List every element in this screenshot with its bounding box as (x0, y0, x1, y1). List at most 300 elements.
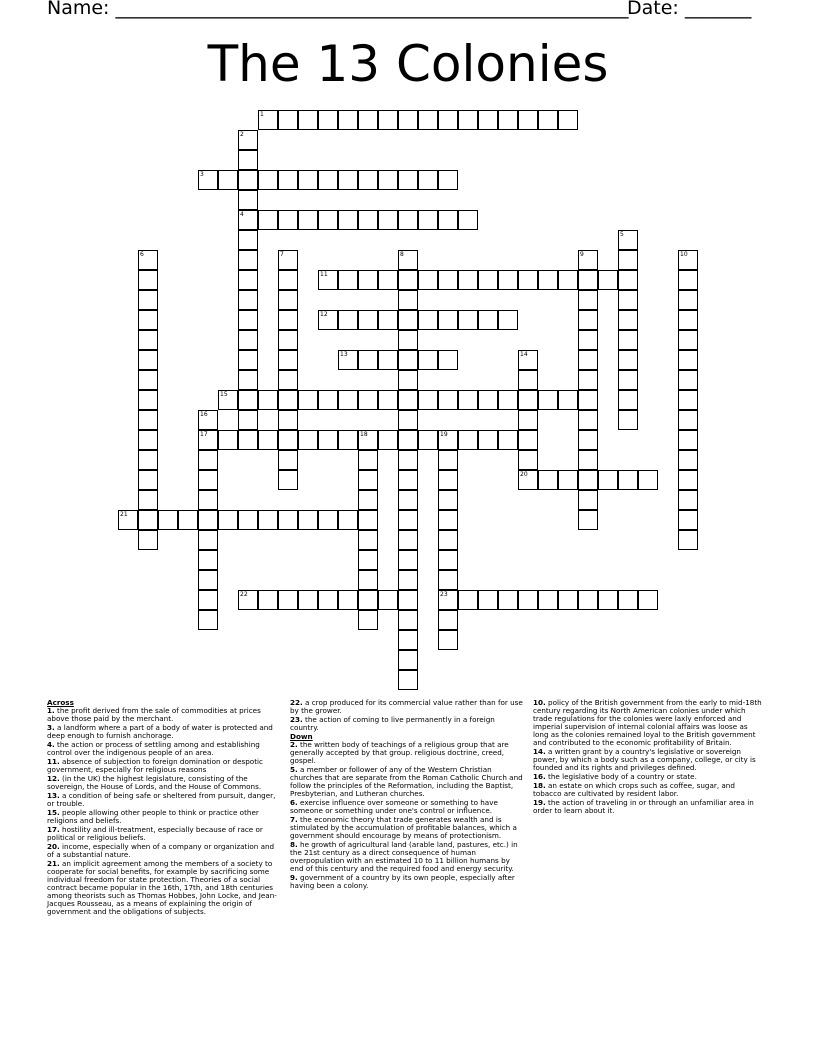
grid-cell[interactable] (138, 350, 158, 370)
grid-cell[interactable] (498, 390, 518, 410)
grid-cell[interactable] (258, 170, 278, 190)
grid-cell[interactable] (318, 170, 338, 190)
name-blank[interactable]: ______________________________________________________ (115, 0, 629, 19)
grid-cell[interactable] (518, 270, 538, 290)
grid-cell[interactable] (358, 610, 378, 630)
grid-cell[interactable] (238, 170, 258, 190)
grid-cell[interactable] (378, 270, 398, 290)
grid-cell[interactable] (678, 390, 698, 410)
grid-cell[interactable] (678, 450, 698, 470)
clue-number: 10 (680, 251, 688, 258)
grid-cell[interactable] (618, 390, 638, 410)
grid-cell[interactable] (398, 450, 418, 470)
grid-cell[interactable] (278, 270, 298, 290)
clue-item-number: 12. (47, 774, 60, 783)
grid-cell[interactable] (198, 470, 218, 490)
grid-cell[interactable] (518, 370, 538, 390)
grid-cell[interactable] (538, 110, 558, 130)
grid-cell[interactable] (298, 210, 318, 230)
grid-cell[interactable] (358, 510, 378, 530)
grid-cell[interactable] (438, 630, 458, 650)
clue-item (47, 724, 280, 740)
clue-number: 3 (200, 171, 204, 178)
grid-cell[interactable] (238, 370, 258, 390)
clue-number: 14 (520, 351, 528, 358)
grid-cell[interactable] (578, 450, 598, 470)
grid-cell[interactable] (298, 430, 318, 450)
grid-cell[interactable] (278, 590, 298, 610)
grid-cell[interactable] (438, 110, 458, 130)
grid-cell[interactable] (338, 430, 358, 450)
clue-item-text: people allowing other people to think or practice other religions and beliefs. (47, 808, 259, 825)
grid-cell[interactable] (278, 310, 298, 330)
clues-column-2 (290, 699, 524, 891)
grid-cell[interactable] (398, 210, 418, 230)
grid-cell[interactable] (138, 310, 158, 330)
clue-item-number: 6. (290, 798, 298, 807)
grid-cell[interactable] (418, 310, 438, 330)
grid-cell[interactable] (498, 310, 518, 330)
clue-item (290, 699, 524, 715)
clue-number: 21 (120, 511, 128, 518)
grid-cell[interactable] (678, 330, 698, 350)
grid-cell[interactable] (258, 510, 278, 530)
grid-cell[interactable] (578, 290, 598, 310)
grid-cell[interactable] (278, 350, 298, 370)
grid-cell[interactable] (398, 390, 418, 410)
grid-cell[interactable] (518, 430, 538, 450)
grid-cell[interactable] (258, 390, 278, 410)
grid-cell[interactable] (318, 430, 338, 450)
grid-cell[interactable] (618, 310, 638, 330)
clue-item (47, 843, 280, 859)
grid-cell[interactable] (538, 470, 558, 490)
grid-cell[interactable] (398, 510, 418, 530)
grid-cell[interactable] (238, 290, 258, 310)
grid-cell[interactable] (278, 410, 298, 430)
grid-cell[interactable] (358, 490, 378, 510)
grid-cell[interactable] (338, 390, 358, 410)
grid-cell[interactable] (618, 590, 638, 610)
name-label: Name: (47, 0, 110, 19)
grid-cell[interactable] (338, 210, 358, 230)
clue-item-number: 18. (533, 781, 546, 790)
grid-cell[interactable] (578, 310, 598, 330)
grid-cell[interactable] (418, 170, 438, 190)
clue-item-text: an implicit agreement among the members of a society to cooperate for social benefits, for example by sacrificing some individual freedom for state protection. Theories of a social contract became popular in the 16th, 17th, and 18th centuries among theorists such as Thomas Hobbes, John Locke, and Jean-Jacques Rousseau, as a means of explaining the origin of government and the obligations of subjects. (47, 859, 277, 916)
grid-cell[interactable] (478, 390, 498, 410)
down-clue-list-continued (533, 699, 765, 815)
grid-cell[interactable] (398, 110, 418, 130)
grid-cell[interactable] (398, 650, 418, 670)
grid-cell[interactable] (518, 390, 538, 410)
clue-number: 5 (620, 231, 624, 238)
grid-cell[interactable] (318, 510, 338, 530)
grid-cell[interactable] (398, 630, 418, 650)
grid-cell[interactable] (478, 430, 498, 450)
grid-cell[interactable] (518, 590, 538, 610)
grid-cell[interactable] (478, 590, 498, 610)
grid-cell[interactable] (418, 110, 438, 130)
grid-cell[interactable] (198, 450, 218, 470)
down-clue-list (290, 741, 524, 890)
clue-item-text: the written body of teachings of a religious group that are generally accepted by that group. religious doctrine, creed, gospel. (290, 740, 509, 765)
grid-cell[interactable] (238, 310, 258, 330)
grid-cell[interactable] (338, 310, 358, 330)
grid-cell[interactable] (578, 270, 598, 290)
grid-cell[interactable] (278, 110, 298, 130)
grid-cell[interactable] (278, 170, 298, 190)
grid-cell[interactable] (258, 210, 278, 230)
grid-cell[interactable] (418, 430, 438, 450)
grid-cell[interactable] (458, 210, 478, 230)
grid-cell[interactable] (398, 590, 418, 610)
grid-cell[interactable] (598, 470, 618, 490)
grid-cell[interactable] (678, 430, 698, 450)
grid-cell[interactable] (458, 390, 478, 410)
clue-item-text: a written grant by a country's legislative or sovereign power, by which a body such as a company, college, or city is founded and its rights and privileges defined. (533, 747, 756, 772)
grid-cell[interactable] (318, 210, 338, 230)
grid-cell[interactable] (258, 590, 278, 610)
clue-item (47, 826, 280, 842)
clue-item-text: the economic theory that trade generates wealth and is stimulated by the accumulation of profitable balances, which a government should encourage by means of protectionism. (290, 815, 517, 840)
grid-cell[interactable] (198, 490, 218, 510)
grid-cell[interactable] (358, 550, 378, 570)
clue-item-text: a landform where a part of a body of water is protected and deep enough to furnish anchorage. (47, 723, 273, 740)
grid-cell[interactable] (338, 110, 358, 130)
clue-number: 19 (440, 431, 448, 438)
grid-cell[interactable] (458, 310, 478, 330)
grid-cell[interactable] (378, 350, 398, 370)
grid-cell[interactable] (438, 610, 458, 630)
clue-number: 23 (440, 591, 448, 598)
clue-item-number: 2. (290, 740, 298, 749)
clue-item-text: the legislative body of a country or state. (545, 772, 697, 781)
grid-cell[interactable] (298, 170, 318, 190)
date-blank[interactable]: _______ (684, 0, 752, 19)
grid-cell[interactable] (198, 570, 218, 590)
grid-cell[interactable] (238, 250, 258, 270)
clue-item-number: 7. (290, 815, 298, 824)
grid-cell[interactable] (298, 110, 318, 130)
grid-cell[interactable] (438, 170, 458, 190)
clue-item-text: he growth of agricultural land (arable land, pastures, etc.) in the 21st century as a direct consequence of human overpopulation with an estimated 10 to 11 billion humans by end of this century and the required food and energy security. (290, 840, 518, 873)
grid-cell[interactable] (218, 170, 238, 190)
grid-cell[interactable] (138, 430, 158, 450)
grid-cell[interactable] (298, 390, 318, 410)
grid-cell[interactable] (138, 270, 158, 290)
grid-cell[interactable] (438, 450, 458, 470)
clue-item-text: absence of subjection to foreign domination or despotic government, especially for religious reasons (47, 757, 263, 774)
grid-cell[interactable] (178, 510, 198, 530)
grid-cell[interactable] (418, 270, 438, 290)
grid-cell[interactable] (678, 530, 698, 550)
grid-cell[interactable] (578, 350, 598, 370)
grid-cell[interactable] (398, 310, 418, 330)
grid-cell[interactable] (518, 110, 538, 130)
grid-cell[interactable] (238, 190, 258, 210)
grid-cell[interactable] (438, 490, 458, 510)
grid-cell[interactable] (138, 490, 158, 510)
grid-cell[interactable] (338, 270, 358, 290)
grid-cell[interactable] (138, 530, 158, 550)
grid-cell[interactable] (618, 370, 638, 390)
grid-cell[interactable] (318, 390, 338, 410)
grid-cell[interactable] (198, 610, 218, 630)
grid-cell[interactable] (198, 530, 218, 550)
grid-cell[interactable] (578, 510, 598, 530)
grid-cell[interactable] (438, 510, 458, 530)
grid-cell[interactable] (398, 410, 418, 430)
clue-item-number: 13. (47, 791, 60, 800)
grid-cell[interactable] (678, 470, 698, 490)
clue-number: 6 (140, 251, 144, 258)
grid-cell[interactable] (678, 490, 698, 510)
grid-cell[interactable] (238, 510, 258, 530)
clue-item-number: 4. (47, 740, 55, 749)
grid-cell[interactable] (578, 390, 598, 410)
grid-cell[interactable] (238, 390, 258, 410)
grid-cell[interactable] (478, 310, 498, 330)
grid-cell[interactable] (558, 470, 578, 490)
grid-cell[interactable] (478, 270, 498, 290)
grid-cell[interactable] (638, 470, 658, 490)
page-title: The 13 Colonies (207, 35, 609, 93)
grid-cell[interactable] (138, 390, 158, 410)
grid-cell[interactable] (618, 410, 638, 430)
grid-cell[interactable] (558, 110, 578, 130)
grid-cell[interactable] (358, 450, 378, 470)
clue-item-number: 5. (290, 765, 298, 774)
grid-cell[interactable] (618, 290, 638, 310)
grid-cell[interactable] (458, 270, 478, 290)
grid-cell[interactable] (278, 450, 298, 470)
grid-cell[interactable] (498, 110, 518, 130)
grid-cell[interactable] (438, 210, 458, 230)
clue-item-text: the action of traveling in or through an unfamiliar area in order to learn about it. (533, 798, 754, 815)
clue-item (47, 758, 280, 774)
grid-cell[interactable] (358, 570, 378, 590)
grid-cell[interactable] (618, 270, 638, 290)
grid-cell[interactable] (498, 430, 518, 450)
grid-cell[interactable] (438, 350, 458, 370)
grid-cell[interactable] (298, 590, 318, 610)
grid-cell[interactable] (618, 350, 638, 370)
clue-item-number: 14. (533, 747, 546, 756)
grid-cell[interactable] (278, 370, 298, 390)
clue-item-text: income, especially when of a company or organization and of a substantial nature. (47, 842, 275, 859)
grid-cell[interactable] (318, 110, 338, 130)
grid-cell[interactable] (398, 430, 418, 450)
grid-cell[interactable] (138, 510, 158, 530)
clues-column-3 (533, 699, 765, 816)
grid-cell[interactable] (278, 330, 298, 350)
grid-cell[interactable] (238, 350, 258, 370)
grid-cell[interactable] (458, 590, 478, 610)
grid-cell[interactable] (218, 430, 238, 450)
grid-cell[interactable] (598, 270, 618, 290)
grid-cell[interactable] (398, 610, 418, 630)
grid-cell[interactable] (418, 350, 438, 370)
grid-cell[interactable] (398, 270, 418, 290)
grid-cell[interactable] (378, 310, 398, 330)
across-clue-list (47, 707, 280, 916)
grid-cell[interactable] (618, 250, 638, 270)
grid-cell[interactable] (438, 570, 458, 590)
grid-cell[interactable] (138, 290, 158, 310)
grid-cell[interactable] (678, 370, 698, 390)
grid-cell[interactable] (418, 390, 438, 410)
grid-cell[interactable] (358, 590, 378, 610)
grid-cell[interactable] (358, 530, 378, 550)
grid-cell[interactable] (678, 350, 698, 370)
grid-cell[interactable] (258, 430, 278, 450)
grid-cell[interactable] (278, 470, 298, 490)
grid-cell[interactable] (638, 590, 658, 610)
grid-cell[interactable] (678, 410, 698, 430)
grid-cell[interactable] (378, 430, 398, 450)
clue-item-number: 22. (290, 698, 303, 707)
grid-cell[interactable] (438, 550, 458, 570)
grid-cell[interactable] (358, 170, 378, 190)
grid-cell[interactable] (138, 370, 158, 390)
grid-cell[interactable] (578, 470, 598, 490)
grid-cell[interactable] (158, 510, 178, 530)
grid-cell[interactable] (358, 270, 378, 290)
grid-cell[interactable] (238, 270, 258, 290)
grid-cell[interactable] (678, 270, 698, 290)
grid-cell[interactable] (358, 390, 378, 410)
grid-cell[interactable] (398, 550, 418, 570)
grid-cell[interactable] (518, 450, 538, 470)
grid-cell[interactable] (238, 410, 258, 430)
clue-item (290, 816, 524, 840)
clue-number: 8 (400, 251, 404, 258)
grid-cell[interactable] (398, 670, 418, 690)
clue-item-text: the action or process of settling among and establishing control over the indigenous people of an area. (47, 740, 260, 757)
grid-cell[interactable] (538, 390, 558, 410)
grid-cell[interactable] (578, 410, 598, 430)
grid-cell[interactable] (338, 510, 358, 530)
grid-cell[interactable] (338, 170, 358, 190)
grid-cell[interactable] (198, 510, 218, 530)
clue-number: 17 (200, 431, 208, 438)
grid-cell[interactable] (198, 590, 218, 610)
grid-cell[interactable] (138, 470, 158, 490)
grid-cell[interactable] (458, 110, 478, 130)
grid-cell[interactable] (598, 590, 618, 610)
grid-cell[interactable] (358, 210, 378, 230)
grid-cell[interactable] (398, 330, 418, 350)
grid-cell[interactable] (238, 150, 258, 170)
grid-cell[interactable] (278, 390, 298, 410)
grid-cell[interactable] (578, 490, 598, 510)
clue-item (290, 874, 524, 890)
grid-cell[interactable] (398, 370, 418, 390)
clue-item (533, 773, 765, 781)
grid-cell[interactable] (478, 110, 498, 130)
grid-cell[interactable] (278, 290, 298, 310)
grid-cell[interactable] (618, 330, 638, 350)
grid-cell[interactable] (278, 430, 298, 450)
grid-cell[interactable] (438, 270, 458, 290)
grid-cell[interactable] (278, 510, 298, 530)
grid-cell[interactable] (438, 390, 458, 410)
grid-cell[interactable] (278, 210, 298, 230)
grid-cell[interactable] (398, 170, 418, 190)
grid-cell[interactable] (398, 530, 418, 550)
grid-cell[interactable] (578, 330, 598, 350)
grid-cell[interactable] (438, 530, 458, 550)
grid-cell[interactable] (498, 270, 518, 290)
grid-cell[interactable] (318, 590, 338, 610)
grid-cell[interactable] (398, 350, 418, 370)
clue-number: 11 (320, 271, 328, 278)
grid-cell[interactable] (218, 510, 238, 530)
grid-cell[interactable] (678, 290, 698, 310)
grid-cell[interactable] (198, 550, 218, 570)
clue-item (533, 748, 765, 772)
grid-cell[interactable] (458, 430, 478, 450)
clue-number: 1 (260, 111, 264, 118)
grid-cell[interactable] (238, 230, 258, 250)
grid-cell[interactable] (418, 210, 438, 230)
grid-cell[interactable] (618, 470, 638, 490)
grid-cell[interactable] (538, 270, 558, 290)
grid-cell[interactable] (578, 590, 598, 610)
grid-cell[interactable] (538, 590, 558, 610)
grid-cell[interactable] (378, 170, 398, 190)
grid-cell[interactable] (438, 310, 458, 330)
grid-cell[interactable] (498, 590, 518, 610)
grid-cell[interactable] (358, 470, 378, 490)
grid-cell[interactable] (678, 510, 698, 530)
grid-cell[interactable] (378, 390, 398, 410)
grid-cell[interactable] (298, 510, 318, 530)
grid-cell[interactable] (358, 350, 378, 370)
grid-cell[interactable] (138, 410, 158, 430)
clue-number: 15 (220, 391, 228, 398)
grid-cell[interactable] (558, 590, 578, 610)
clue-number: 20 (520, 471, 528, 478)
grid-cell[interactable] (398, 290, 418, 310)
grid-cell[interactable] (578, 370, 598, 390)
grid-cell[interactable] (438, 470, 458, 490)
clue-item (47, 775, 280, 791)
grid-cell[interactable] (238, 330, 258, 350)
grid-cell[interactable] (378, 110, 398, 130)
grid-cell[interactable] (398, 470, 418, 490)
grid-cell[interactable] (398, 570, 418, 590)
grid-cell[interactable] (358, 310, 378, 330)
grid-cell[interactable] (398, 490, 418, 510)
grid-cell[interactable] (558, 270, 578, 290)
grid-cell[interactable] (138, 330, 158, 350)
grid-cell[interactable] (378, 590, 398, 610)
grid-cell[interactable] (678, 310, 698, 330)
grid-cell[interactable] (378, 210, 398, 230)
grid-cell[interactable] (338, 590, 358, 610)
across-clue-list-continued (290, 699, 524, 732)
grid-cell[interactable] (518, 410, 538, 430)
clue-item-number: 23. (290, 715, 303, 724)
grid-cell[interactable] (138, 450, 158, 470)
clue-item-number: 8. (290, 840, 298, 849)
grid-cell[interactable] (358, 110, 378, 130)
grid-cell[interactable] (558, 390, 578, 410)
grid-cell[interactable] (578, 430, 598, 450)
grid-cell[interactable] (238, 430, 258, 450)
